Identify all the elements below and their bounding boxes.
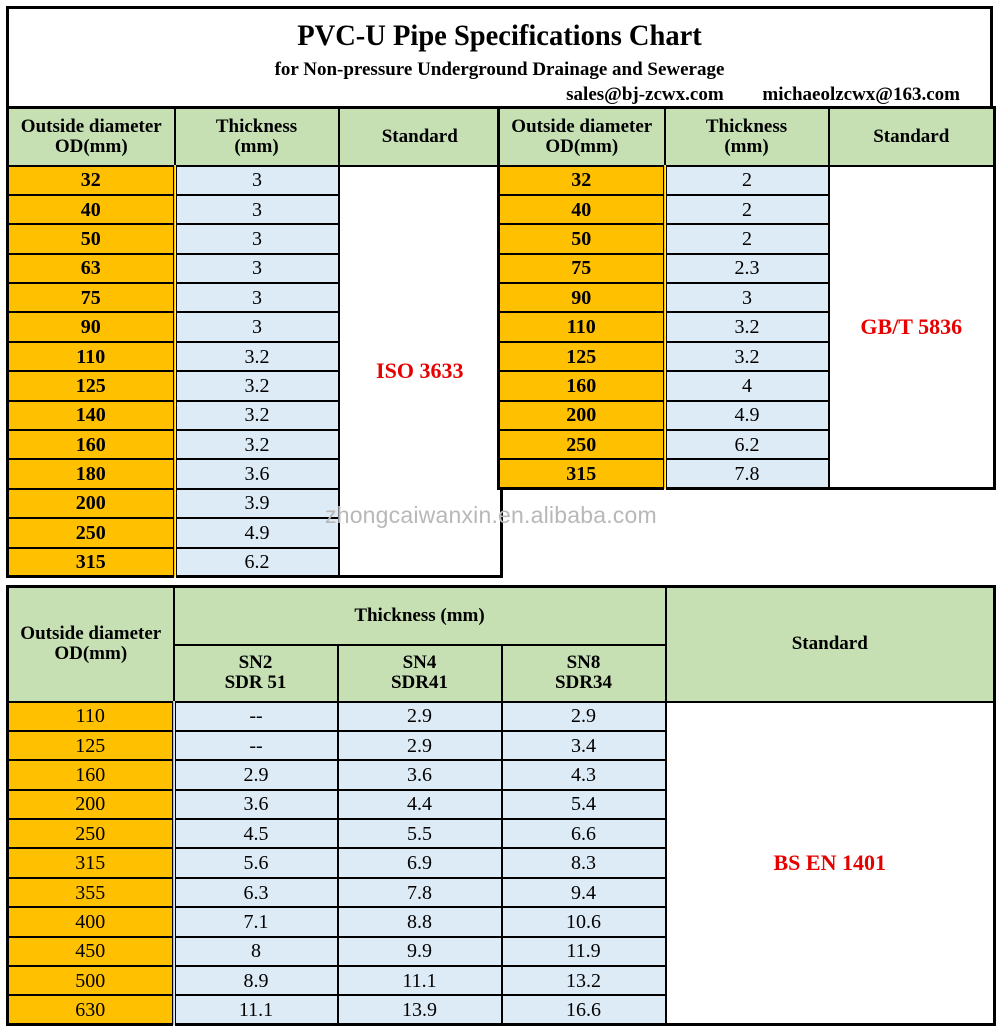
sn2-cell: 4.5 bbox=[174, 819, 338, 848]
thickness-cell: 7.8 bbox=[665, 459, 829, 488]
header-sn4: SN4 SDR41 bbox=[338, 645, 502, 702]
sn4-cell: 8.8 bbox=[338, 907, 502, 936]
header-thickness: Thickness (mm) bbox=[665, 108, 829, 166]
sn8-cell: 10.6 bbox=[502, 907, 666, 936]
sn4-cell: 5.5 bbox=[338, 819, 502, 848]
od-cell: 315 bbox=[8, 548, 175, 577]
sn4-cell: 2.9 bbox=[338, 702, 502, 731]
header-sn8: SN8 SDR34 bbox=[502, 645, 666, 702]
od-cell: 50 bbox=[8, 224, 175, 253]
email-michael: michaeolzcwx@163.com bbox=[762, 84, 960, 105]
od-cell: 110 bbox=[8, 702, 174, 731]
thickness-cell: 2 bbox=[665, 224, 829, 253]
thickness-cell: 3 bbox=[175, 254, 339, 283]
thickness-cell: 3 bbox=[175, 283, 339, 312]
sn8-cell: 13.2 bbox=[502, 966, 666, 995]
table-row bbox=[8, 166, 502, 195]
sn8-cell: 6.6 bbox=[502, 819, 666, 848]
od-cell: 355 bbox=[8, 878, 174, 907]
watermark: zhongcaiwanxin.en.alibaba.com bbox=[325, 502, 657, 528]
od-cell: 315 bbox=[499, 459, 665, 488]
sn8-cell: 8.3 bbox=[502, 848, 666, 877]
od-cell: 250 bbox=[499, 430, 665, 459]
header-standard: Standard bbox=[829, 108, 995, 166]
sn2-cell: -- bbox=[174, 702, 338, 731]
sn8-cell: 11.9 bbox=[502, 937, 666, 966]
thickness-cell: 3.2 bbox=[175, 430, 339, 459]
thickness-cell: 6.2 bbox=[665, 430, 829, 459]
sn2-cell: 6.3 bbox=[174, 878, 338, 907]
sn8-cell: 2.9 bbox=[502, 702, 666, 731]
sn4-cell: 4.4 bbox=[338, 790, 502, 819]
thickness-cell: 3.2 bbox=[665, 342, 829, 371]
od-cell: 160 bbox=[8, 760, 174, 789]
header-thickness: Thickness (mm) bbox=[175, 108, 339, 166]
sn2-cell: 11.1 bbox=[174, 995, 338, 1024]
page-title: PVC-U Pipe Specifications Chart bbox=[297, 19, 702, 52]
thickness-cell: 4 bbox=[665, 371, 829, 400]
header-od: Outside diameter OD(mm) bbox=[8, 587, 174, 702]
od-cell: 63 bbox=[8, 254, 175, 283]
thickness-cell: 3 bbox=[175, 195, 339, 224]
thickness-cell: 6.2 bbox=[175, 548, 339, 577]
table-row bbox=[499, 166, 995, 195]
thickness-cell: 3.6 bbox=[175, 459, 339, 488]
sn8-cell: 4.3 bbox=[502, 760, 666, 789]
od-cell: 160 bbox=[499, 371, 665, 400]
od-cell: 140 bbox=[8, 401, 175, 430]
sn4-cell: 13.9 bbox=[338, 995, 502, 1024]
thickness-cell: 2.3 bbox=[665, 254, 829, 283]
od-cell: 250 bbox=[8, 819, 174, 848]
od-cell: 160 bbox=[8, 430, 175, 459]
contact-emails bbox=[532, 84, 960, 106]
header-od: Outside diameter OD(mm) bbox=[499, 108, 665, 166]
od-cell: 32 bbox=[8, 166, 175, 195]
od-cell: 450 bbox=[8, 937, 174, 966]
od-cell: 40 bbox=[499, 195, 665, 224]
standard-cell: BS EN 1401 bbox=[666, 702, 995, 1025]
od-cell: 125 bbox=[8, 731, 174, 760]
sn2-cell: 2.9 bbox=[174, 760, 338, 789]
sn8-cell: 5.4 bbox=[502, 790, 666, 819]
thickness-cell: 3 bbox=[175, 312, 339, 341]
standard-cell: ISO 3633 bbox=[339, 166, 502, 577]
thickness-cell: 3 bbox=[175, 166, 339, 195]
sn2-cell: 7.1 bbox=[174, 907, 338, 936]
od-cell: 200 bbox=[499, 401, 665, 430]
od-cell: 75 bbox=[499, 254, 665, 283]
sn8-cell: 3.4 bbox=[502, 731, 666, 760]
sn2-cell: 8 bbox=[174, 937, 338, 966]
sn2-cell: 3.6 bbox=[174, 790, 338, 819]
sn4-cell: 2.9 bbox=[338, 731, 502, 760]
table-gbt-5836 bbox=[497, 106, 996, 490]
od-cell: 315 bbox=[8, 848, 174, 877]
sn2-cell: 5.6 bbox=[174, 848, 338, 877]
sn8-cell: 16.6 bbox=[502, 995, 666, 1024]
sn4-cell: 6.9 bbox=[338, 848, 502, 877]
thickness-cell: 4.9 bbox=[175, 518, 339, 547]
thickness-cell: 3 bbox=[665, 283, 829, 312]
email-sales: sales@bj-zcwx.com bbox=[566, 84, 724, 105]
sn2-cell: 8.9 bbox=[174, 966, 338, 995]
page-subtitle: for Non-pressure Underground Drainage and Sewerage bbox=[274, 59, 725, 80]
od-cell: 75 bbox=[8, 283, 175, 312]
od-cell: 32 bbox=[499, 166, 665, 195]
thickness-cell: 3.2 bbox=[175, 342, 339, 371]
od-cell: 400 bbox=[8, 907, 174, 936]
sn4-cell: 7.8 bbox=[338, 878, 502, 907]
od-cell: 110 bbox=[8, 342, 175, 371]
thickness-cell: 3.9 bbox=[175, 489, 339, 518]
od-cell: 40 bbox=[8, 195, 175, 224]
thickness-cell: 3.2 bbox=[175, 401, 339, 430]
sn4-cell: 3.6 bbox=[338, 760, 502, 789]
od-cell: 125 bbox=[499, 342, 665, 371]
table-row bbox=[8, 702, 995, 731]
header-standard: Standard bbox=[666, 587, 995, 702]
od-cell: 90 bbox=[499, 283, 665, 312]
table-bs-en-1401 bbox=[6, 585, 996, 1026]
od-cell: 630 bbox=[8, 995, 174, 1024]
header-sn2: SN2 SDR 51 bbox=[174, 645, 338, 702]
od-cell: 200 bbox=[8, 489, 175, 518]
od-cell: 50 bbox=[499, 224, 665, 253]
header-standard: Standard bbox=[339, 108, 502, 166]
header-od: Outside diameter OD(mm) bbox=[8, 108, 175, 166]
od-cell: 250 bbox=[8, 518, 175, 547]
sn4-cell: 9.9 bbox=[338, 937, 502, 966]
thickness-cell: 4.9 bbox=[665, 401, 829, 430]
sn4-cell: 11.1 bbox=[338, 966, 502, 995]
od-cell: 500 bbox=[8, 966, 174, 995]
thickness-cell: 3.2 bbox=[175, 371, 339, 400]
thickness-cell: 2 bbox=[665, 195, 829, 224]
standard-cell: GB/T 5836 bbox=[829, 166, 995, 489]
thickness-cell: 3.2 bbox=[665, 312, 829, 341]
od-cell: 90 bbox=[8, 312, 175, 341]
od-cell: 200 bbox=[8, 790, 174, 819]
od-cell: 180 bbox=[8, 459, 175, 488]
header-thickness: Thickness (mm) bbox=[174, 587, 666, 645]
chart-header bbox=[6, 6, 993, 106]
thickness-cell: 2 bbox=[665, 166, 829, 195]
od-cell: 125 bbox=[8, 371, 175, 400]
od-cell: 110 bbox=[499, 312, 665, 341]
sn2-cell: -- bbox=[174, 731, 338, 760]
thickness-cell: 3 bbox=[175, 224, 339, 253]
sn8-cell: 9.4 bbox=[502, 878, 666, 907]
